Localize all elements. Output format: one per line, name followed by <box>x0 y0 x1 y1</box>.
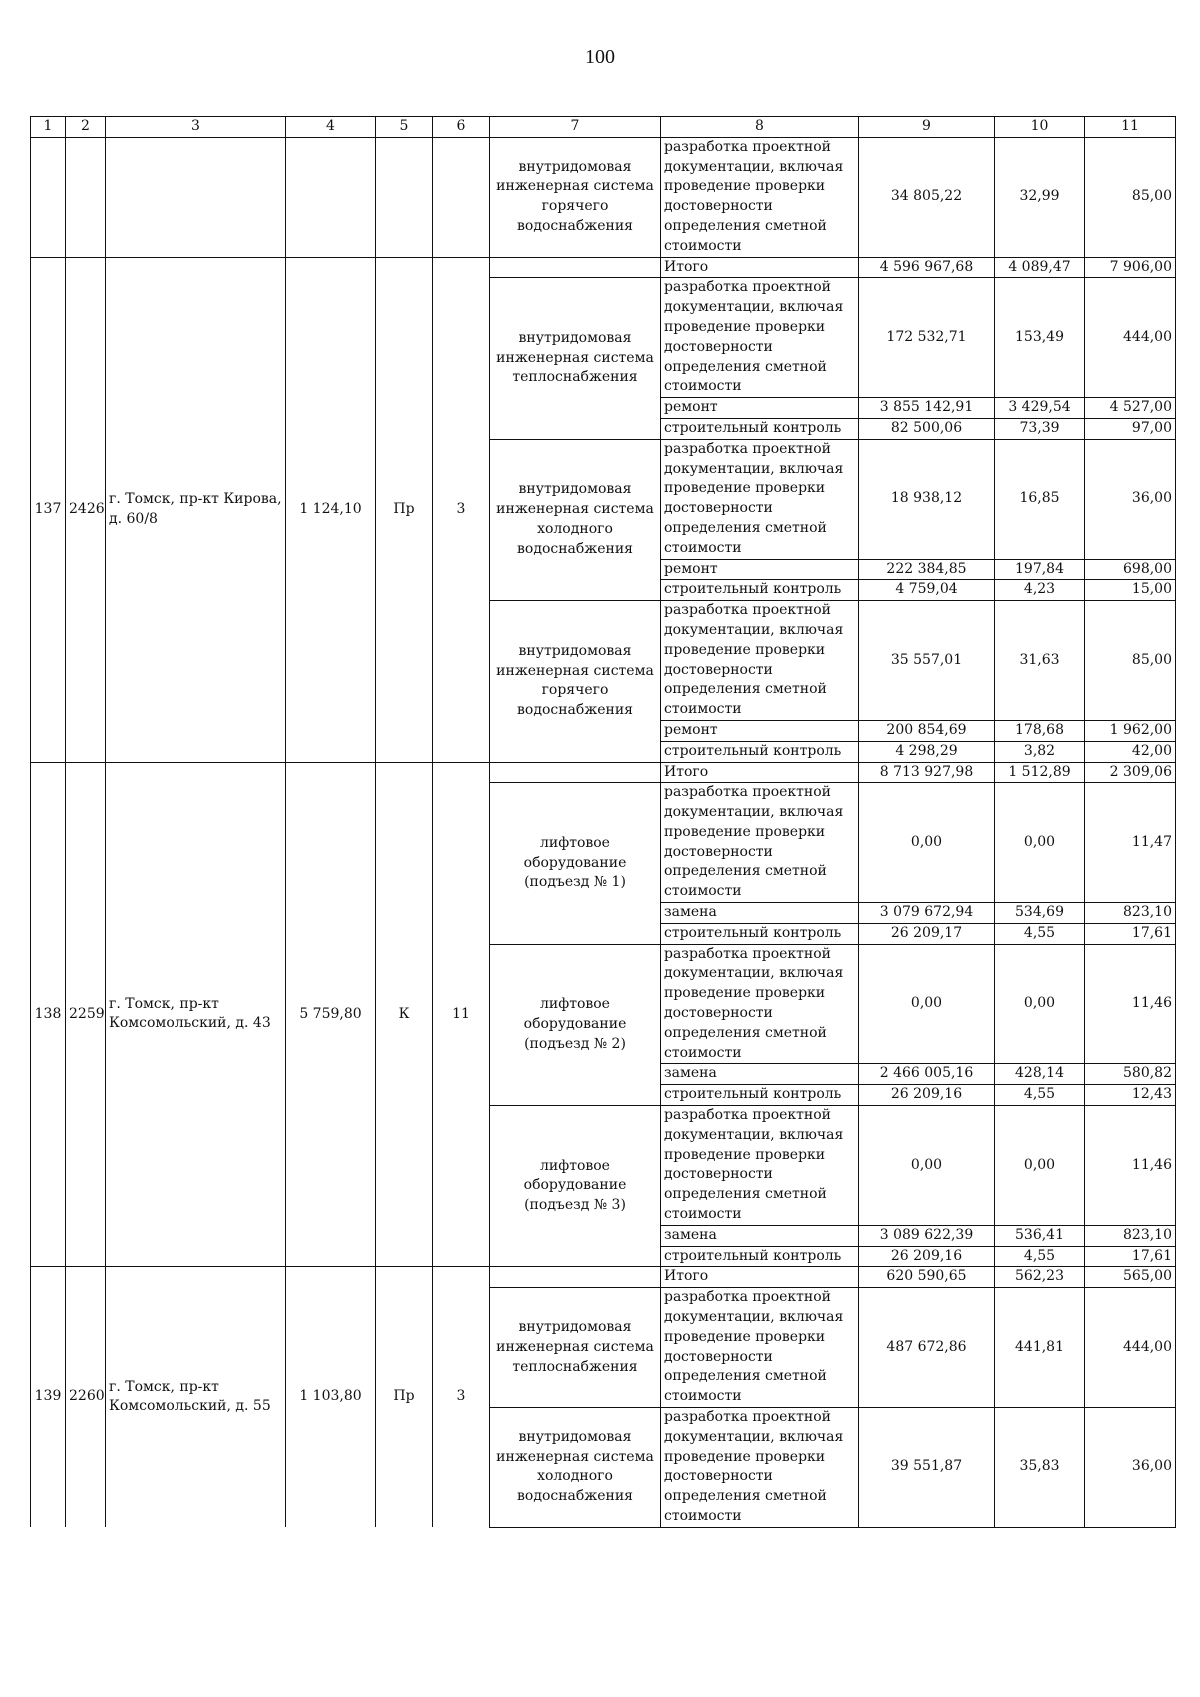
row-number: 137 <box>31 257 66 762</box>
total-limit: 565,00 <box>1085 1267 1176 1288</box>
total-per-sqm: 4 089,47 <box>995 257 1085 278</box>
work-type: разработка проектной документации, включая проведение проверки достоверности определения сметной стоимости <box>661 439 859 559</box>
work-type: разработка проектной документации, включая проведение проверки достоверности определения сметной стоимости <box>661 278 859 398</box>
cost-total: 200 854,69 <box>859 720 995 741</box>
table-row <box>31 1267 1176 1288</box>
work-type: замена <box>661 903 859 924</box>
cost-per-sqm: 3 429,54 <box>995 398 1085 419</box>
house-address: г. Томск, пр-кт Комсомольский, д. 55 <box>106 1267 286 1527</box>
cost-total: 82 500,06 <box>859 418 995 439</box>
cost-per-sqm: 536,41 <box>995 1225 1085 1246</box>
cost-total: 26 209,16 <box>859 1246 995 1267</box>
cost-limit: 36,00 <box>1085 1408 1176 1528</box>
row-number: 139 <box>31 1267 66 1527</box>
cost-limit: 444,00 <box>1085 1288 1176 1408</box>
work-type: разработка проектной документации, включая проведение проверки достоверности определения сметной стоимости <box>661 1106 859 1226</box>
system-name: внутридомовая инженерная система теплоснабжения <box>490 278 661 439</box>
total-label: Итого <box>661 762 859 783</box>
system-name: внутридомовая инженерная система горячего водоснабжения <box>490 137 661 257</box>
cell <box>286 137 376 257</box>
work-type: разработка проектной документации, включая проведение проверки достоверности определения сметной стоимости <box>661 1288 859 1408</box>
cost-total: 4 759,04 <box>859 580 995 601</box>
total-label: Итого <box>661 257 859 278</box>
work-type: разработка проектной документации, включая проведение проверки достоверности определения сметной стоимости <box>661 601 859 721</box>
cost-per-sqm: 0,00 <box>995 944 1085 1064</box>
column-header: 9 <box>859 117 995 138</box>
cost-limit: 580,82 <box>1085 1064 1176 1085</box>
total-limit: 7 906,00 <box>1085 257 1176 278</box>
cost-limit: 85,00 <box>1085 601 1176 721</box>
house-code: 2426 <box>66 257 106 762</box>
work-type: разработка проектной документации, включая проведение проверки достоверности определения сметной стоимости <box>661 944 859 1064</box>
cost-total: 0,00 <box>859 944 995 1064</box>
cost-per-sqm: 153,49 <box>995 278 1085 398</box>
cost-per-sqm: 32,99 <box>995 137 1085 257</box>
cell <box>66 137 106 257</box>
header-row <box>31 117 1176 138</box>
cost-limit: 11,46 <box>1085 944 1176 1064</box>
cost-per-sqm: 4,55 <box>995 923 1085 944</box>
cost-per-sqm: 197,84 <box>995 559 1085 580</box>
table-row <box>31 137 1176 257</box>
house-floors: 3 <box>433 1267 490 1527</box>
column-header: 5 <box>376 117 433 138</box>
cost-per-sqm: 73,39 <box>995 418 1085 439</box>
house-type: К <box>376 762 433 1267</box>
cell <box>490 762 661 783</box>
column-header: 3 <box>106 117 286 138</box>
work-type: строительный контроль <box>661 1246 859 1267</box>
house-area: 5 759,80 <box>286 762 376 1267</box>
cost-limit: 823,10 <box>1085 903 1176 924</box>
cost-total: 26 209,17 <box>859 923 995 944</box>
column-header: 7 <box>490 117 661 138</box>
cost-per-sqm: 4,23 <box>995 580 1085 601</box>
cell <box>490 257 661 278</box>
cost-total: 0,00 <box>859 1106 995 1226</box>
cost-limit: 17,61 <box>1085 1246 1176 1267</box>
cost-total: 35 557,01 <box>859 601 995 721</box>
cost-limit: 85,00 <box>1085 137 1176 257</box>
house-code: 2259 <box>66 762 106 1267</box>
cost-per-sqm: 0,00 <box>995 783 1085 903</box>
cost-total: 487 672,86 <box>859 1288 995 1408</box>
cost-limit: 36,00 <box>1085 439 1176 559</box>
house-area: 1 103,80 <box>286 1267 376 1527</box>
system-name: лифтовое оборудование (подъезд № 3) <box>490 1106 661 1267</box>
cost-total: 2 466 005,16 <box>859 1064 995 1085</box>
work-type: строительный контроль <box>661 741 859 762</box>
cost-limit: 42,00 <box>1085 741 1176 762</box>
work-type: разработка проектной документации, включая проведение проверки достоверности определения сметной стоимости <box>661 783 859 903</box>
total-per-sqm: 562,23 <box>995 1267 1085 1288</box>
system-name: внутридомовая инженерная система горячего водоснабжения <box>490 601 661 762</box>
total-cost: 620 590,65 <box>859 1267 995 1288</box>
cost-total: 26 209,16 <box>859 1085 995 1106</box>
cell <box>376 137 433 257</box>
table-row <box>31 762 1176 783</box>
cost-per-sqm: 428,14 <box>995 1064 1085 1085</box>
cost-limit: 698,00 <box>1085 559 1176 580</box>
system-name: лифтовое оборудование (подъезд № 2) <box>490 944 661 1105</box>
column-header: 10 <box>995 117 1085 138</box>
cost-per-sqm: 31,63 <box>995 601 1085 721</box>
work-type: ремонт <box>661 720 859 741</box>
cost-per-sqm: 178,68 <box>995 720 1085 741</box>
work-type: замена <box>661 1225 859 1246</box>
house-address: г. Томск, пр-кт Комсомольский, д. 43 <box>106 762 286 1267</box>
cost-total: 172 532,71 <box>859 278 995 398</box>
cost-total: 3 089 622,39 <box>859 1225 995 1246</box>
work-type: разработка проектной документации, включая проведение проверки достоверности определения сметной стоимости <box>661 1408 859 1528</box>
table-row <box>31 257 1176 278</box>
system-name: внутридомовая инженерная система холодного водоснабжения <box>490 439 661 600</box>
cost-total: 4 298,29 <box>859 741 995 762</box>
house-address: г. Томск, пр-кт Кирова, д. 60/8 <box>106 257 286 762</box>
cost-per-sqm: 441,81 <box>995 1288 1085 1408</box>
column-header: 4 <box>286 117 376 138</box>
work-type: строительный контроль <box>661 1085 859 1106</box>
cost-per-sqm: 0,00 <box>995 1106 1085 1226</box>
page-number: 100 <box>585 46 615 68</box>
column-header: 6 <box>433 117 490 138</box>
house-type: Пр <box>376 1267 433 1527</box>
cost-per-sqm: 3,82 <box>995 741 1085 762</box>
cost-limit: 1 962,00 <box>1085 720 1176 741</box>
cell <box>106 137 286 257</box>
cost-per-sqm: 4,55 <box>995 1085 1085 1106</box>
house-type: Пр <box>376 257 433 762</box>
row-number: 138 <box>31 762 66 1267</box>
total-label: Итого <box>661 1267 859 1288</box>
column-header: 11 <box>1085 117 1176 138</box>
cell <box>433 137 490 257</box>
total-limit: 2 309,06 <box>1085 762 1176 783</box>
column-header: 1 <box>31 117 66 138</box>
cost-limit: 15,00 <box>1085 580 1176 601</box>
work-type: замена <box>661 1064 859 1085</box>
cell <box>31 137 66 257</box>
house-floors: 11 <box>433 762 490 1267</box>
cost-limit: 17,61 <box>1085 923 1176 944</box>
cost-total: 0,00 <box>859 783 995 903</box>
cost-limit: 97,00 <box>1085 418 1176 439</box>
column-header: 8 <box>661 117 859 138</box>
column-header: 2 <box>66 117 106 138</box>
cost-total: 222 384,85 <box>859 559 995 580</box>
house-floors: 3 <box>433 257 490 762</box>
cost-per-sqm: 16,85 <box>995 439 1085 559</box>
cost-limit: 12,43 <box>1085 1085 1176 1106</box>
work-type: ремонт <box>661 398 859 419</box>
cost-limit: 444,00 <box>1085 278 1176 398</box>
repair-works-table <box>30 116 1176 1528</box>
cost-per-sqm: 35,83 <box>995 1408 1085 1528</box>
total-cost: 4 596 967,68 <box>859 257 995 278</box>
system-name: внутридомовая инженерная система теплоснабжения <box>490 1288 661 1408</box>
cost-total: 18 938,12 <box>859 439 995 559</box>
cost-total: 3 079 672,94 <box>859 903 995 924</box>
work-type: строительный контроль <box>661 418 859 439</box>
cost-limit: 11,46 <box>1085 1106 1176 1226</box>
work-type: строительный контроль <box>661 580 859 601</box>
cost-per-sqm: 4,55 <box>995 1246 1085 1267</box>
total-cost: 8 713 927,98 <box>859 762 995 783</box>
work-type: ремонт <box>661 559 859 580</box>
cell <box>490 1267 661 1288</box>
cost-total: 39 551,87 <box>859 1408 995 1528</box>
cost-total: 34 805,22 <box>859 137 995 257</box>
cost-limit: 11,47 <box>1085 783 1176 903</box>
work-type: строительный контроль <box>661 923 859 944</box>
total-per-sqm: 1 512,89 <box>995 762 1085 783</box>
house-area: 1 124,10 <box>286 257 376 762</box>
house-code: 2260 <box>66 1267 106 1527</box>
cost-total: 3 855 142,91 <box>859 398 995 419</box>
work-type: разработка проектной документации, включая проведение проверки достоверности определения сметной стоимости <box>661 137 859 257</box>
system-name: лифтовое оборудование (подъезд № 1) <box>490 783 661 944</box>
cost-limit: 4 527,00 <box>1085 398 1176 419</box>
system-name: внутридомовая инженерная система холодного водоснабжения <box>490 1408 661 1528</box>
cost-limit: 823,10 <box>1085 1225 1176 1246</box>
cost-per-sqm: 534,69 <box>995 903 1085 924</box>
